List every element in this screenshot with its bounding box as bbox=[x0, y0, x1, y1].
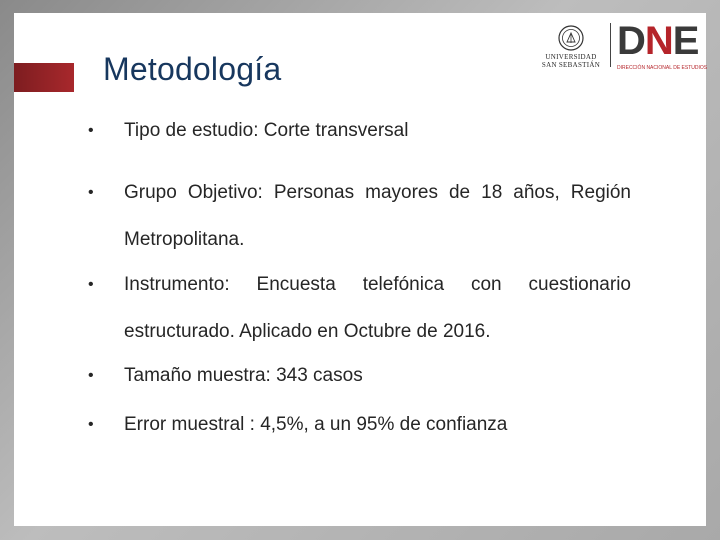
bullet-value: 4,5%, a un 95% de confianza bbox=[254, 414, 508, 435]
bullet-label: Tipo de estudio: bbox=[124, 120, 259, 141]
dne-letter: N bbox=[644, 19, 673, 63]
bullet-content bbox=[124, 119, 631, 143]
bullet-label: Error muestral : bbox=[124, 414, 255, 435]
bullet-dot: • bbox=[88, 184, 94, 201]
bullet-content bbox=[124, 261, 631, 355]
dne-subtitle: DIRECCIÓN NACIONAL DE ESTUDIOS bbox=[617, 65, 708, 71]
bullet-value: Personas mayores de 18 años, Región Metropolitana. bbox=[124, 182, 631, 250]
bullet-dot: • bbox=[88, 416, 94, 433]
bullet-value: Encuesta telefónica con cuestionario estructurado. Aplicado en Octubre de 2016. bbox=[124, 274, 631, 342]
bullet-label: Instrumento: bbox=[124, 274, 230, 295]
bullet-dot: • bbox=[88, 276, 94, 293]
slide bbox=[14, 13, 706, 526]
bullet-value: Corte transversal bbox=[258, 120, 409, 141]
bullet-dot: • bbox=[88, 367, 94, 384]
bullet-content bbox=[124, 169, 631, 263]
bullet-content bbox=[124, 364, 631, 388]
university-line-2: SAN SEBASTIÁN bbox=[541, 61, 601, 69]
bullet-dot: • bbox=[88, 122, 94, 139]
university-line-1: UNIVERSIDAD bbox=[545, 53, 597, 61]
bullet-value: 343 casos bbox=[270, 365, 363, 386]
bullet-label: Tamaño muestra: bbox=[124, 365, 271, 386]
bullet-content bbox=[124, 413, 631, 437]
bullet-label: Grupo Objetivo: bbox=[124, 182, 263, 203]
dne-letter: E bbox=[672, 19, 699, 63]
slide-title: Metodología bbox=[103, 51, 282, 87]
dne-letter: D bbox=[617, 19, 645, 63]
bullet-list bbox=[14, 13, 706, 526]
